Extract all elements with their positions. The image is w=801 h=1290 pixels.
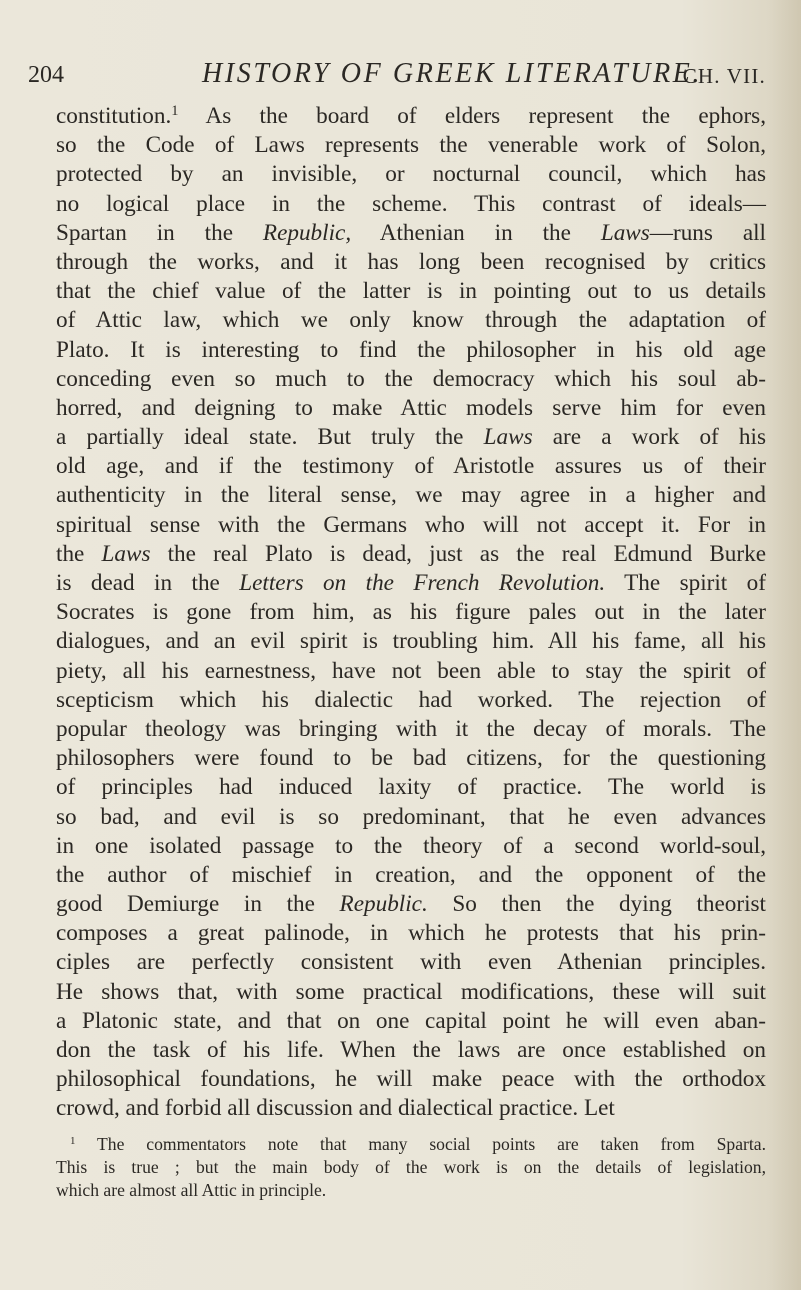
text-run: popular theology was bringing with it the decay of morals. The: [56, 715, 766, 742]
text-run: spiritual sense with the Germans who will not accept it. For in: [56, 511, 766, 538]
text-run: protected by an invisible, or nocturnal council, which has: [56, 161, 766, 188]
text-run: a Platonic state, and that on one capital point he will even aban-: [56, 1007, 766, 1034]
text-line: [56, 744, 766, 773]
text-run: scepticism which his dialectic had worked. The rejection of: [56, 686, 766, 713]
text-run: of principles had induced laxity of practice. The world is: [56, 774, 766, 801]
text-run: So then the dying theorist: [427, 891, 766, 918]
footnote-line: [56, 1133, 766, 1156]
text-line: [56, 803, 766, 832]
text-line: [56, 423, 766, 452]
text-line: [56, 248, 766, 277]
text-line: [56, 306, 766, 335]
text-run: through the works, and it has long been recognised by critics: [56, 248, 766, 275]
text-run: This is true ; but the main body of the work is on the details of legislation,: [56, 1157, 766, 1177]
text-run: the: [56, 540, 102, 567]
text-line: [56, 481, 766, 510]
text-line: [56, 1065, 766, 1094]
text-line: [56, 598, 766, 627]
footnote-marker: 1: [70, 1135, 76, 1147]
running-title: HISTORY OF GREEK LITERATURE.: [202, 58, 703, 89]
text-run: good Demiurge in the: [56, 891, 340, 918]
chapter-number: CH. VII.: [682, 64, 766, 88]
text-run: He shows that, with some practical modifications, these will suit: [56, 978, 766, 1005]
main-text: [56, 102, 766, 1124]
text-line: [56, 131, 766, 160]
running-head: [28, 56, 766, 92]
text-run: As the board of elders represent the ephors,: [178, 103, 766, 129]
text-line: [56, 102, 766, 131]
text-run: Plato. It is interesting to find the philosopher in his old age: [56, 336, 766, 363]
text-line: [56, 336, 766, 365]
text-line: [56, 948, 766, 977]
text-line: [56, 686, 766, 715]
text-run: is dead in the: [56, 570, 240, 596]
text-run: The spirit of: [605, 570, 766, 596]
text-line: [56, 715, 766, 744]
text-line: [56, 919, 766, 948]
text-line: [56, 890, 766, 919]
text-run: Spartan in the: [56, 219, 263, 246]
text-line: [56, 773, 766, 802]
text-run: the author of mischief in creation, and the opponent of the: [56, 861, 766, 888]
footnote-marker: 1: [171, 103, 179, 120]
text-run: composes a great palinode, in which he protests that his prin-: [56, 920, 766, 947]
italic-title: Laws: [101, 540, 151, 567]
footnote-line: [56, 1156, 766, 1179]
text-run: are a work of his: [532, 424, 766, 451]
italic-title: Laws: [483, 424, 533, 451]
text-run: don the task of his life. When the laws are once established on: [56, 1037, 766, 1063]
text-line: [56, 627, 766, 656]
text-run: in one isolated passage to the theory of a second world-soul,: [56, 832, 766, 859]
text-line: [56, 160, 766, 189]
text-run: horred, and deigning to make Attic models serve him for even: [56, 394, 766, 421]
footnote-line: [56, 1179, 766, 1202]
italic-title: Laws: [600, 219, 650, 246]
text-line: [56, 277, 766, 306]
text-run: Socrates is gone from him, as his figure pales out in the later: [56, 599, 766, 626]
italic-title: Republic.: [339, 891, 428, 918]
text-run: so the Code of Laws represents the venerable work of Solon,: [56, 132, 766, 159]
text-run: dialogues, and an evil spirit is troubling him. All his fame, all his: [56, 628, 766, 655]
text-run: the real Plato is dead, just as the real Edmund Burke: [150, 540, 766, 567]
text-run: ciples are perfectly consistent with even Athenian principles.: [56, 949, 766, 976]
text-run: The commentators note that many social points are taken from Sparta.: [75, 1134, 766, 1154]
text-run: of Attic law, which we only know through the adaptation of: [56, 307, 766, 334]
text-line: [56, 978, 766, 1007]
text-run: crowd, and forbid all discussion and dialectical practice. Let: [56, 1095, 615, 1122]
text-run: authenticity in the literal sense, we may agree in a higher and: [56, 482, 766, 509]
text-run: old age, and if the testimony of Aristotle assures us of their: [56, 453, 766, 480]
text-line: [56, 365, 766, 394]
text-line: [56, 569, 766, 598]
text-run: philosophical foundations, he will make peace with the orthodox: [56, 1066, 766, 1093]
text-line: [56, 832, 766, 861]
text-run: constitution.: [56, 103, 172, 129]
text-line: [56, 1094, 766, 1123]
text-line: [56, 394, 766, 423]
text-run: which are almost all Attic in principle.: [56, 1180, 327, 1200]
footnote: [56, 1133, 766, 1202]
text-line: [56, 219, 766, 248]
text-line: [56, 540, 766, 569]
text-run: conceding even so much to the democracy which his soul ab-: [56, 365, 766, 392]
text-line: [56, 1007, 766, 1036]
text-line: [56, 190, 766, 219]
text-line: [56, 861, 766, 890]
text-run: Athenian in the: [351, 219, 601, 246]
page-number: 204: [28, 62, 64, 88]
text-line: [56, 1036, 766, 1065]
italic-title: Republic,: [262, 219, 352, 246]
text-run: that the chief value of the latter is in pointing out to us details: [56, 278, 766, 305]
text-run: so bad, and evil is so predominant, that he even advances: [56, 803, 766, 830]
text-line: [56, 511, 766, 540]
text-run: philosophers were found to be bad citizens, for the questioning: [56, 745, 766, 772]
text-run: piety, all his earnestness, have not been able to stay the spirit of: [56, 657, 766, 684]
text-line: [56, 452, 766, 481]
text-run: a partially ideal state. But truly the: [56, 424, 484, 451]
text-line: [56, 657, 766, 686]
text-run: —runs all: [649, 219, 766, 246]
text-run: no logical place in the scheme. This contrast of ideals—: [56, 190, 766, 217]
italic-title: Letters on the French Revolution.: [239, 570, 606, 596]
